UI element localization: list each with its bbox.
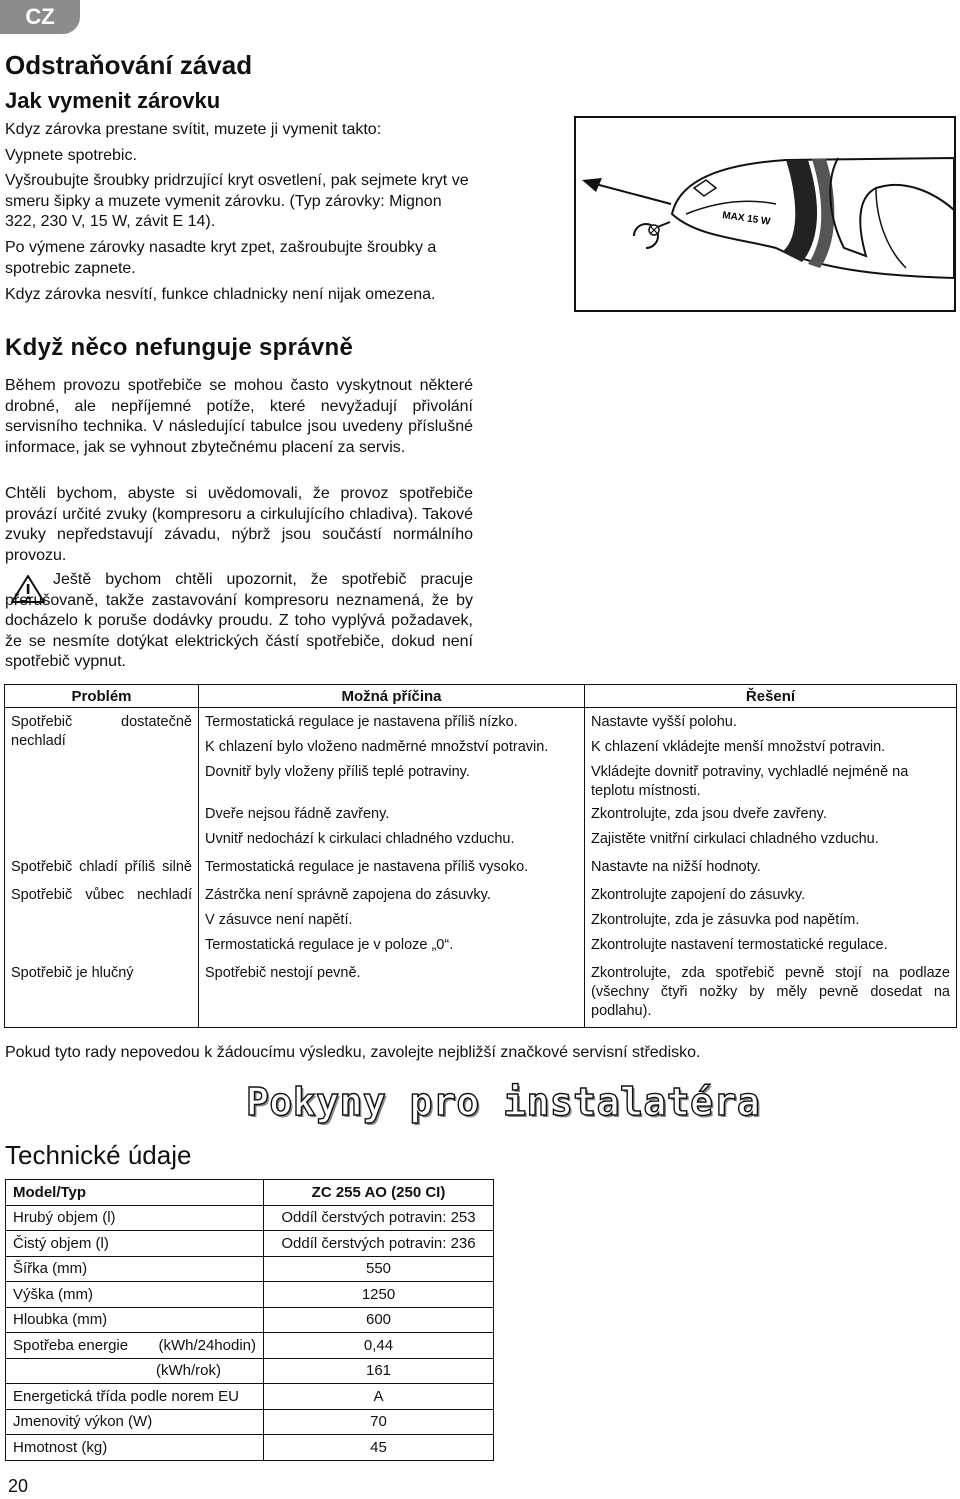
spec-value: ZC 255 AO (250 CI) <box>264 1180 494 1206</box>
table-row <box>6 1409 494 1435</box>
paragraph: Chtěli bychom, abyste si uvědomovali, že provoz spotřebiče provází určité zvuky (kompresoru a cirkulujícího chladiva). Takové zvuky nepředstavují závadu, nýbrž jsou součástí normálního provozu. <box>5 485 473 564</box>
warning-paragraph: Ještě bychom chtěli upozornit, že spotřebič pracuje přerušovaně, takže zastavování kompresoru neznamená, že by docházelo k poruše dodávky proudu. Z toho vyplývá požadavek, že se nesmíte dotýkat elektrických částí spotřebiče, dokud není spotřebič vypnut. <box>5 571 473 670</box>
table-header-row <box>6 1180 494 1206</box>
language-badge: CZ <box>0 0 80 34</box>
max-watt-label: MAX 15 W <box>721 210 771 228</box>
paragraph: Po výmene zárovky nasadte kryt zpet, zašroubujte šroubky a spotrebic zapnete. <box>5 239 437 277</box>
spec-value: Oddíl čerstvých potravin: 236 <box>264 1231 494 1257</box>
cause-cell: Spotřebič nestojí pevně. <box>199 959 585 1028</box>
solution-cell: Zkontrolujte zapojení do zásuvky. <box>585 881 957 909</box>
problem-cell: Spotřebič chladí příliš silně <box>5 853 199 881</box>
service-footnote: Pokud tyto rady nepovedou k žádoucímu výsledku, zavolejte nejbližší značkové servisní středisko. <box>5 1044 701 1061</box>
spec-value: 161 <box>264 1358 494 1384</box>
cause-cell: Termostatická regulace je nastavena příliš vysoko. <box>199 853 585 881</box>
solution-cell: Vkládejte dovnitř potraviny, vychladlé nejméně na teplotu místnosti. <box>585 761 957 803</box>
spec-label: Hrubý objem (l) <box>6 1205 264 1231</box>
solution-cell: Nastavte vyšší polohu. <box>585 708 957 737</box>
installer-instructions-title: Pokyny pro instalatéra <box>246 1080 761 1124</box>
table-row <box>5 959 957 1028</box>
table-row <box>6 1384 494 1410</box>
cause-cell: V zásuvce není napětí. <box>199 909 585 934</box>
lamp-cover-drawing <box>576 118 954 310</box>
paragraph: Kdyz zárovka prestane svítit, muzete ji vymenit takto: <box>5 121 382 138</box>
paragraph: Kdyz zárovka nesvítí, funkce chladnicky není nijak omezena. <box>5 286 436 303</box>
solution-cell: Nastavte na nižší hodnoty. <box>585 853 957 881</box>
column-header: Možná příčina <box>199 685 585 708</box>
table-row <box>6 1231 494 1257</box>
table-row <box>5 853 957 881</box>
spec-value: 600 <box>264 1307 494 1333</box>
spec-label: Model/Typ <box>6 1180 264 1206</box>
spec-label: Jmenovitý výkon (W) <box>6 1409 264 1435</box>
table-row <box>6 1205 494 1231</box>
table-row <box>6 1358 494 1384</box>
spec-value: 0,44 <box>264 1333 494 1359</box>
cause-cell: Uvnitř nedochází k cirkulaci chladného vzduchu. <box>199 828 585 853</box>
solution-cell: K chlazení vkládejte menší množství potravin. <box>585 736 957 761</box>
problem-cell: Spotřebič dostatečně nechladí <box>5 708 199 854</box>
spec-label-text: Spotřeba energie <box>13 1336 129 1354</box>
spec-label: Hloubka (mm) <box>6 1307 264 1333</box>
spec-value: 70 <box>264 1409 494 1435</box>
paragraph: Vyšroubujte šroubky pridrzující kryt osvetlení, pak sejmete kryt ve smeru šipky a muzete vymenit zárovku. (Typ zárovky: Mignon 322, 230 V, 15 W, závit E 14). <box>5 172 469 230</box>
solution-cell: Zkontrolujte, zda je zásuvka pod napětím. <box>585 909 957 934</box>
spec-value: 45 <box>264 1435 494 1461</box>
subsection-title-bulb: Jak vymenit zárovku <box>5 88 221 113</box>
table-row <box>6 1256 494 1282</box>
cause-cell: Termostatická regulace je nastavena příliš nízko. <box>199 708 585 737</box>
section-title-problems: Když něco nefunguje správně <box>5 334 354 361</box>
solution-cell: Zajistěte vnitřní cirkulaci chladného vzduchu. <box>585 828 957 853</box>
spec-unit: (kWh/24hodin) <box>158 1336 256 1354</box>
cause-cell: Dovnitř byly vloženy příliš teplé potraviny. <box>199 761 585 803</box>
table-row <box>6 1333 494 1359</box>
paragraph: Vypnete spotrebic. <box>5 147 137 164</box>
spec-label: Výška (mm) <box>6 1282 264 1308</box>
technical-data-table <box>5 1179 494 1461</box>
table-row <box>6 1307 494 1333</box>
cause-cell: Dveře nejsou řádně zavřeny. <box>199 803 585 828</box>
section-title-troubleshooting: Odstraňování závad <box>5 50 253 80</box>
spec-unit: (kWh/rok) <box>6 1358 264 1384</box>
cause-cell: Zástrčka není správně zapojena do zásuvky. <box>199 881 585 909</box>
spec-label: Čistý objem (l) <box>6 1231 264 1257</box>
technical-data-title: Technické údaje <box>5 1140 192 1170</box>
spec-label: Šířka (mm) <box>6 1256 264 1282</box>
solution-cell: Zkontrolujte, zda spotřebič pevně stojí na podlaze (všechny čtyři nožky by měly pevně dosedat na podlahu). <box>585 959 957 1028</box>
spec-value: 1250 <box>264 1282 494 1308</box>
spec-label: Hmotnost (kg) <box>6 1435 264 1461</box>
paragraph: Během provozu spotřebiče se mohou často vyskytnout některé drobné, ale nepříjemné potíže, které nevyžadují přivolání servisního technika. V následující tabulce jsou uvedeny příslušné informace, jak se vyhnout zbytečnému placení za servis. <box>5 377 473 456</box>
spec-value: Oddíl čerstvých potravin: 253 <box>264 1205 494 1231</box>
column-header: Problém <box>5 685 199 708</box>
spec-value: A <box>264 1384 494 1410</box>
table-row <box>5 881 957 909</box>
cause-cell: K chlazení bylo vloženo nadměrné množství potravin. <box>199 736 585 761</box>
table-row <box>6 1282 494 1308</box>
problem-cell: Spotřebič je hlučný <box>5 959 199 1028</box>
table-row <box>5 708 957 737</box>
solution-cell: Zkontrolujte, zda jsou dveře zavřeny. <box>585 803 957 828</box>
table-row <box>6 1435 494 1461</box>
column-header: Řešení <box>585 685 957 708</box>
cause-cell: Termostatická regulace je v poloze „0“. <box>199 934 585 959</box>
table-header-row <box>5 685 957 708</box>
spec-value: 550 <box>264 1256 494 1282</box>
spec-label: Energetická třída podle norem EU <box>6 1384 264 1410</box>
page-number: 20 <box>8 1476 29 1496</box>
lamp-cover-illustration <box>574 116 956 312</box>
spec-label <box>6 1333 264 1359</box>
solution-cell: Zkontrolujte nastavení termostatické regulace. <box>585 934 957 959</box>
problem-cell: Spotřebič vůbec nechladí <box>5 881 199 959</box>
troubleshooting-table <box>4 684 957 1028</box>
